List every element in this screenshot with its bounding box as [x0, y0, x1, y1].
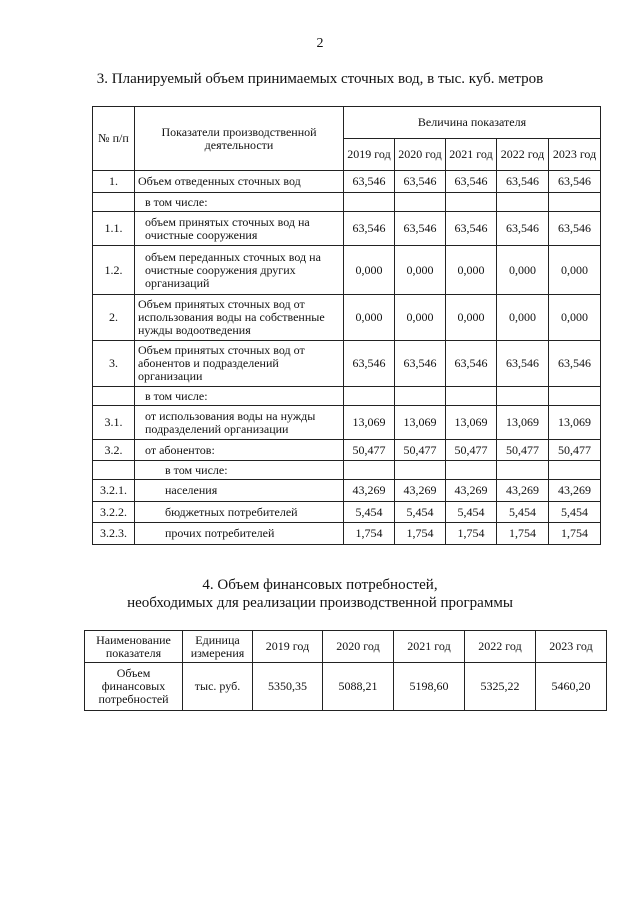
header-year: 2023 год — [549, 139, 601, 171]
row-value: 0,000 — [446, 246, 497, 295]
row-value: 63,546 — [395, 212, 446, 246]
row-value — [497, 193, 549, 212]
row-name: объем переданных сточных вод на очистные сооружения других организаций — [135, 246, 344, 295]
header-year: 2023 год — [536, 631, 607, 663]
row-value: 43,269 — [446, 480, 497, 502]
row-value: 63,546 — [497, 341, 549, 387]
row-value: 1,754 — [497, 523, 549, 545]
row-value: 63,546 — [395, 341, 446, 387]
row-value: 5,454 — [395, 502, 446, 523]
table-row — [93, 193, 601, 212]
row-value — [395, 193, 446, 212]
row-value — [549, 387, 601, 406]
row-name: Объем финансовых потребностей — [85, 663, 183, 711]
table-row — [93, 171, 601, 193]
table4-title-line2: необходимых для реализации производственной программы — [127, 595, 513, 611]
page-number: 2 — [316, 36, 324, 51]
row-value: 50,477 — [344, 440, 395, 461]
row-num: 3.2.1. — [93, 480, 135, 502]
row-value: 13,069 — [446, 406, 497, 440]
row-value — [446, 461, 497, 480]
table4-title — [0, 576, 640, 612]
row-value: 1,754 — [395, 523, 446, 545]
header-year: 2022 год — [465, 631, 536, 663]
header-year: 2020 год — [395, 139, 446, 171]
row-name: населения — [135, 480, 344, 502]
header-year: 2020 год — [323, 631, 394, 663]
row-name: в том числе: — [135, 193, 344, 212]
row-num — [93, 193, 135, 212]
row-value: 13,069 — [497, 406, 549, 440]
row-name: от использования воды на нужды подразделений организации — [135, 406, 344, 440]
table-row — [85, 663, 607, 711]
row-num — [93, 387, 135, 406]
row-value — [549, 193, 601, 212]
table-row — [93, 212, 601, 246]
row-value: 5198,60 — [394, 663, 465, 711]
table-row — [93, 523, 601, 545]
row-value: 0,000 — [395, 295, 446, 341]
row-value: 43,269 — [395, 480, 446, 502]
row-num: 3.2.3. — [93, 523, 135, 545]
row-value: 13,069 — [549, 406, 601, 440]
row-value: 5350,35 — [253, 663, 323, 711]
row-value: 1,754 — [446, 523, 497, 545]
row-name: в том числе: — [135, 387, 344, 406]
row-value: 63,546 — [497, 171, 549, 193]
header-year: 2019 год — [344, 139, 395, 171]
row-value: 63,546 — [549, 212, 601, 246]
table-row — [93, 246, 601, 295]
row-value — [344, 387, 395, 406]
row-value: 63,546 — [395, 171, 446, 193]
row-value: 5,454 — [497, 502, 549, 523]
row-value: 50,477 — [446, 440, 497, 461]
table-row — [93, 502, 601, 523]
row-value — [446, 387, 497, 406]
row-num: 1. — [93, 171, 135, 193]
table-row — [93, 295, 601, 341]
row-value: 50,477 — [497, 440, 549, 461]
header-year: 2021 год — [446, 139, 497, 171]
row-value: 13,069 — [395, 406, 446, 440]
table-row — [93, 440, 601, 461]
row-num: 2. — [93, 295, 135, 341]
row-name: Объем принятых сточных вод от использования воды на собственные нужды водоотведения — [135, 295, 344, 341]
row-num: 3.1. — [93, 406, 135, 440]
row-value: 63,546 — [344, 341, 395, 387]
header-year: 2022 год — [497, 139, 549, 171]
row-value: 43,269 — [497, 480, 549, 502]
row-num: 1.2. — [93, 246, 135, 295]
row-value: 0,000 — [497, 246, 549, 295]
financial-needs-table — [84, 630, 607, 711]
header-year: 2019 год — [253, 631, 323, 663]
row-value — [344, 461, 395, 480]
row-num: 3.2. — [93, 440, 135, 461]
row-name: бюджетных потребителей — [135, 502, 344, 523]
row-value: 50,477 — [395, 440, 446, 461]
row-value: 0,000 — [344, 295, 395, 341]
row-name: Объем отведенных сточных вод — [135, 171, 344, 193]
row-value: 63,546 — [446, 341, 497, 387]
row-value: 1,754 — [344, 523, 395, 545]
row-value: 5325,22 — [465, 663, 536, 711]
row-value: 0,000 — [549, 295, 601, 341]
row-value: 63,546 — [549, 171, 601, 193]
water-volume-table — [92, 106, 601, 545]
table-row — [93, 387, 601, 406]
row-value: 63,546 — [344, 171, 395, 193]
row-value: 0,000 — [446, 295, 497, 341]
header-unit: Единица измерения — [183, 631, 253, 663]
row-name: от абонентов: — [135, 440, 344, 461]
row-value — [446, 193, 497, 212]
row-num: 1.1. — [93, 212, 135, 246]
row-value: 43,269 — [344, 480, 395, 502]
row-value — [395, 461, 446, 480]
row-value — [344, 193, 395, 212]
row-num: 3.2.2. — [93, 502, 135, 523]
row-value: 5460,20 — [536, 663, 607, 711]
row-value: 63,546 — [446, 212, 497, 246]
row-value: 0,000 — [497, 295, 549, 341]
row-value: 0,000 — [344, 246, 395, 295]
row-unit: тыс. руб. — [183, 663, 253, 711]
header-indicator: Показатели производственной деятельности — [135, 107, 344, 171]
row-value: 5,454 — [344, 502, 395, 523]
header-indicator-name: Наименование показателя — [85, 631, 183, 663]
table-row — [93, 480, 601, 502]
row-num — [93, 461, 135, 480]
row-value: 63,546 — [549, 341, 601, 387]
table-row — [93, 406, 601, 440]
row-value — [549, 461, 601, 480]
table-row — [93, 461, 601, 480]
header-year: 2021 год — [394, 631, 465, 663]
row-value — [497, 461, 549, 480]
row-value: 63,546 — [446, 171, 497, 193]
row-name: прочих потребителей — [135, 523, 344, 545]
row-value — [497, 387, 549, 406]
row-value: 50,477 — [549, 440, 601, 461]
row-value: 5088,21 — [323, 663, 394, 711]
row-value: 13,069 — [344, 406, 395, 440]
row-value: 1,754 — [549, 523, 601, 545]
header-num: № п/п — [93, 107, 135, 171]
row-value: 0,000 — [395, 246, 446, 295]
table4-title-line1: 4. Объем финансовых потребностей, — [202, 577, 438, 593]
header-value-group: Величина показателя — [344, 107, 601, 139]
table3-title: 3. Планируемый объем принимаемых сточных вод, в тыс. куб. метров — [96, 71, 544, 87]
row-name: Объем принятых сточных вод от абонентов и подразделений организации — [135, 341, 344, 387]
row-num: 3. — [93, 341, 135, 387]
row-name: в том числе: — [135, 461, 344, 480]
row-value: 63,546 — [497, 212, 549, 246]
row-value: 63,546 — [344, 212, 395, 246]
row-value: 43,269 — [549, 480, 601, 502]
row-name: объем принятых сточных вод на очистные сооружения — [135, 212, 344, 246]
table-row — [93, 341, 601, 387]
row-value: 5,454 — [446, 502, 497, 523]
row-value: 0,000 — [549, 246, 601, 295]
row-value: 5,454 — [549, 502, 601, 523]
row-value — [395, 387, 446, 406]
